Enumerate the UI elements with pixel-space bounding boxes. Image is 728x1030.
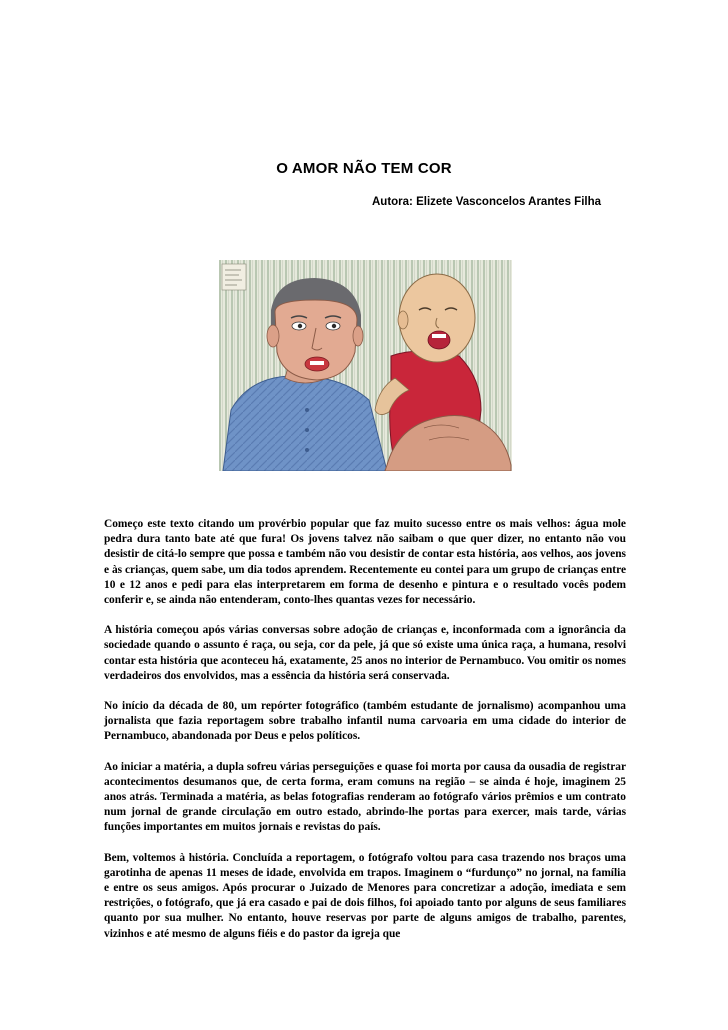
document-author: Autora: Elizete Vasconcelos Arantes Filha bbox=[372, 196, 602, 208]
document-body bbox=[104, 517, 626, 957]
child-drawing-illustration bbox=[219, 260, 512, 471]
paragraph: Começo este texto citando um provérbio popular que faz muito sucesso entre os mais velhos: água mole pedra dura tanto bate até que fura! Os jovens talvez não saibam o que quer dizer, no entanto não vou desistir de citá-lo sempre que possa e também não vou desistir de contar esta história, aos velhos, aos jovens e às crianças, quem sabe, um dia todos aprendem. Recentemente eu contei para um grupo de crianças entre 10 e 12 anos e pedi para elas interpretarem em forma de desenho e pintura e o resultado vocês podem conferir e, se ainda não entenderam, conto-lhes quantas vezes for necessário. bbox=[104, 518, 626, 607]
paragraph: Ao iniciar a matéria, a dupla sofreu várias perseguições e quase foi morta por causa da ousadia de registrar acontecimentos desumanos que, de certa forma, eram comuns na região – se ainda é hoje, imaginem 25 anos atrás. Terminada a matéria, as belas fotografias renderam ao fotógrafo vários prêmios e um contrato num jornal de grande circulação em outro estado, abrindo-lhe portas para exercer, mais tarde, várias funções importantes em muitos jornais e revistas do país. bbox=[104, 760, 626, 834]
document-title: O AMOR NÃO TEM COR bbox=[276, 160, 452, 177]
paragraph: Bem, voltemos à história. Concluída a reportagem, o fotógrafo voltou para casa trazendo nos braços uma garotinha de apenas 11 meses de idade, envolvida em trapos. Imaginem o “furdunço” no jornal, na família e entre os seus amigos. Após procurar o Juizado de Menores para concretizar a adoção, imediata e sem restrições, o fotógrafo, que já era casado e pai de dois filhos, foi apoiado tanto por alguns de seus familiares quanto por sua mulher. No entanto, houve reservas por parte de alguns amigos de trabalho, parentes, vizinhos e até mesmo de alguns fiéis e do pastor da igreja que bbox=[104, 851, 626, 940]
paragraph: A história começou após várias conversas sobre adoção de crianças e, inconformada com a ignorância da sociedade quando o assunto é raça, ou seja, cor da pele, já que só existe uma única raça, a humana, resolvi contar esta história que aconteceu há, exatamente, 25 anos no interior de Pernambuco. Vou omitir os nomes verdadeiros dos envolvidos, mas a essência da história será conservada. bbox=[104, 624, 626, 682]
paragraph: No início da década de 80, um repórter fotográfico (também estudante de jornalismo) acompanhou uma jornalista que fazia reportagem sobre trabalho infantil numa carvoaria em uma cidade do interior de Pernambuco, abandonada por Deus e pelos políticos. bbox=[104, 700, 626, 743]
